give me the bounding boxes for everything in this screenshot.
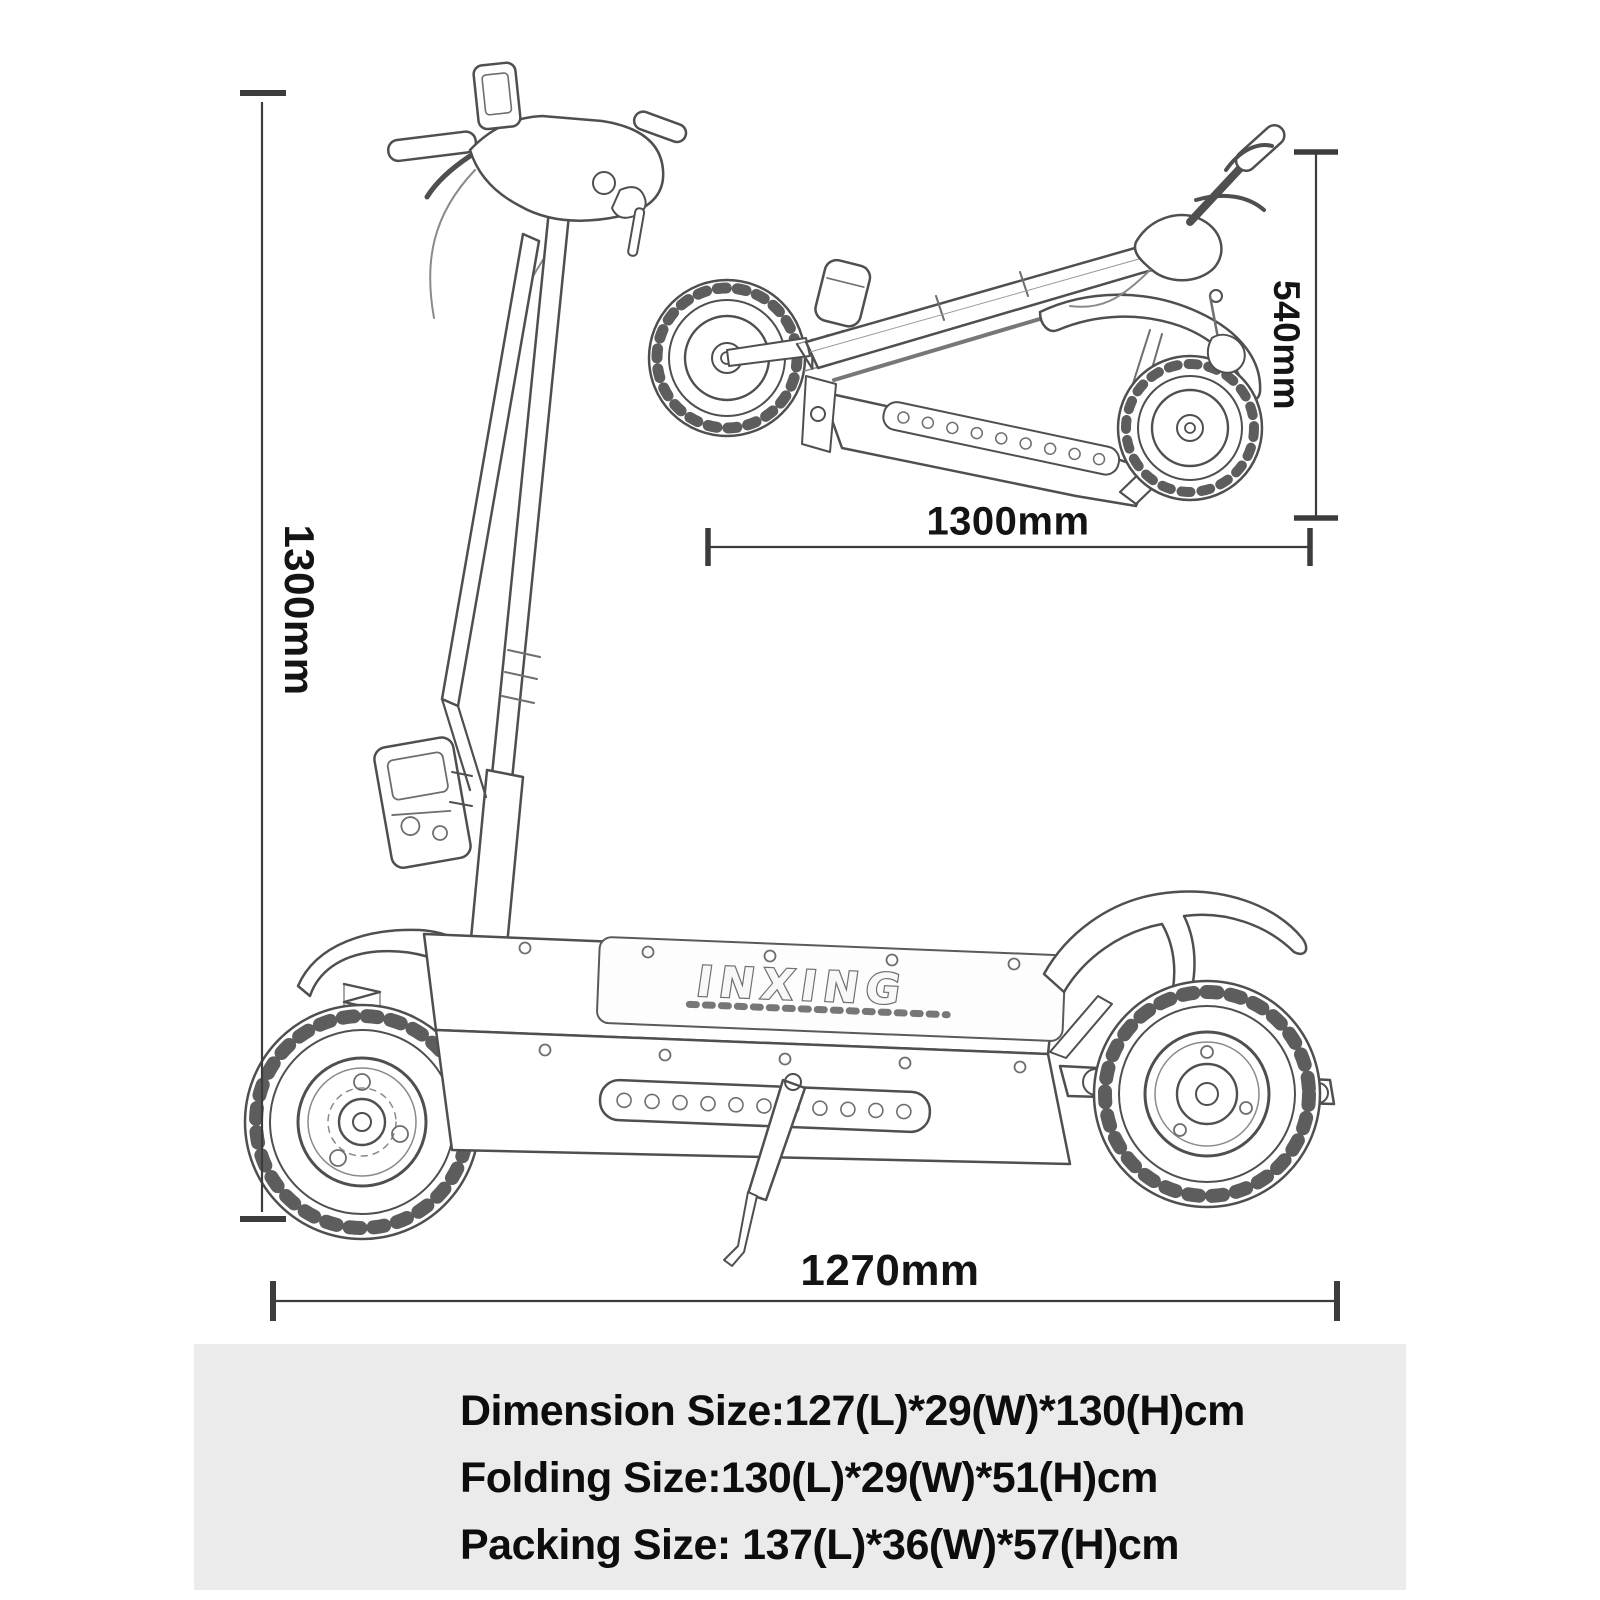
folded-length-label: 1300mm bbox=[926, 499, 1090, 544]
spec-line-packing-size: Packing Size: 137(L)*36(W)*57(H)cm bbox=[460, 1521, 1179, 1569]
deck-brand-logo: INXING bbox=[693, 957, 911, 1015]
folded-deck bbox=[802, 376, 1150, 506]
folded-rear-wheel bbox=[1118, 356, 1262, 500]
display-mount bbox=[473, 62, 521, 130]
folded-handlebar bbox=[1070, 121, 1288, 373]
left-grip bbox=[387, 130, 477, 162]
unfolded-height-label: 1300mm bbox=[276, 524, 323, 696]
unfolded-length-label: 1270mm bbox=[800, 1246, 980, 1295]
spec-line-dimension-size: Dimension Size:127(L)*29(W)*130(H)cm bbox=[460, 1387, 1245, 1435]
folded-height-label: 540mm bbox=[1266, 279, 1307, 411]
rear-wheel bbox=[1094, 981, 1320, 1207]
handlebar-cluster bbox=[387, 62, 688, 257]
brake-lever bbox=[427, 156, 470, 197]
spec-line-folding-size: Folding Size:130(L)*29(W)*51(H)cm bbox=[460, 1454, 1158, 1502]
spec-panel bbox=[194, 1344, 1406, 1590]
folded-scooter-drawing bbox=[649, 121, 1288, 506]
stem-clamp bbox=[813, 258, 873, 329]
